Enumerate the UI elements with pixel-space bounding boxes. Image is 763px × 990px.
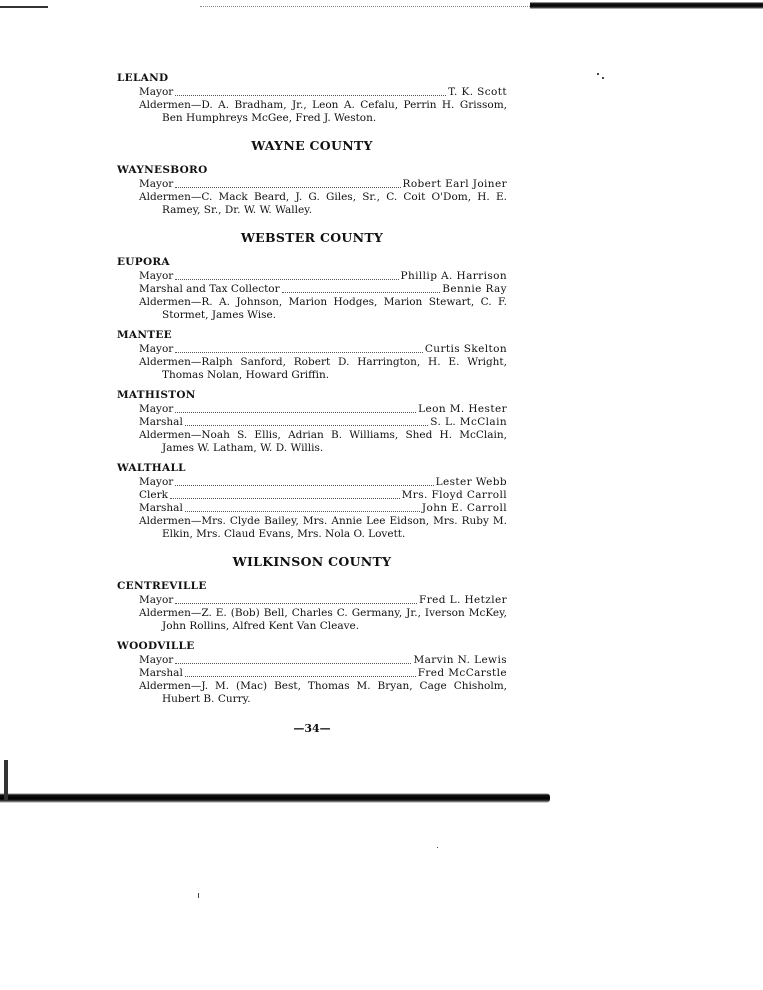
dot-leader bbox=[185, 676, 416, 677]
town-name: WALTHALL bbox=[117, 462, 186, 474]
dot-leader bbox=[175, 352, 423, 353]
scan-speck bbox=[602, 77, 604, 79]
officer-title: Mayor bbox=[139, 270, 174, 282]
aldermen-list: Aldermen—J. M. (Mac) Best, Thomas M. Bryan, Cage Chisholm, Hubert B. Curry. bbox=[139, 680, 507, 705]
dot-leader bbox=[175, 412, 416, 413]
officer-row bbox=[139, 594, 507, 607]
scan-speck bbox=[437, 847, 438, 848]
county-heading: WEBSTER COUNTY bbox=[240, 230, 384, 245]
town-name: MATHISTON bbox=[117, 389, 196, 401]
aldermen-list: Aldermen—Ralph Sanford, Robert D. Harrington, H. E. Wright, Thomas Nolan, Howard Griffin. bbox=[139, 356, 507, 381]
officer-row bbox=[139, 86, 507, 99]
officer-name: Curtis Skelton bbox=[424, 343, 507, 355]
aldermen-list: Aldermen—D. A. Bradham, Jr., Leon A. Cefalu, Perrin H. Grissom, Ben Humphreys McGee, Fred J. Weston. bbox=[139, 99, 507, 124]
officer-title: Mayor bbox=[139, 654, 174, 666]
officer-name: Robert Earl Joiner bbox=[402, 178, 507, 190]
scan-edge-top-dotted bbox=[200, 6, 540, 8]
officer-title: Clerk bbox=[139, 489, 168, 501]
officer-title: Mayor bbox=[139, 343, 174, 355]
scan-edge-top-right bbox=[530, 0, 763, 9]
dot-leader bbox=[282, 292, 441, 293]
officer-name: Bennie Ray bbox=[442, 283, 507, 295]
county-heading: WILKINSON COUNTY bbox=[232, 554, 392, 569]
officer-name: S. L. McClain bbox=[430, 416, 507, 428]
page-number: —34— bbox=[293, 722, 331, 735]
dot-leader bbox=[185, 425, 428, 426]
officer-row bbox=[139, 489, 507, 502]
officer-name: Fred McCarstle bbox=[417, 667, 507, 679]
officer-title: Marshal and Tax Collector bbox=[139, 283, 280, 295]
dot-leader bbox=[175, 187, 400, 188]
dot-leader bbox=[175, 603, 417, 604]
scan-speck bbox=[597, 73, 599, 75]
officer-row bbox=[139, 270, 507, 283]
town-name: CENTREVILLE bbox=[117, 580, 207, 592]
scan-edge-top-left bbox=[0, 6, 48, 8]
dot-leader bbox=[175, 279, 398, 280]
officer-row bbox=[139, 502, 507, 515]
town-name: WAYNESBORO bbox=[117, 164, 208, 176]
aldermen-list: Aldermen—Mrs. Clyde Bailey, Mrs. Annie Lee Eidson, Mrs. Ruby M. Elkin, Mrs. Claud Evans, Mrs. Nola O. Lovett. bbox=[139, 515, 507, 540]
dot-leader bbox=[175, 95, 446, 96]
officer-title: Mayor bbox=[139, 476, 174, 488]
officer-name: Lester Webb bbox=[435, 476, 507, 488]
town-name: WOODVILLE bbox=[117, 640, 195, 652]
town-name: EUPORA bbox=[117, 256, 170, 268]
officer-title: Marshal bbox=[139, 416, 183, 428]
officer-row bbox=[139, 343, 507, 356]
officer-title: Mayor bbox=[139, 403, 174, 415]
dot-leader bbox=[185, 511, 420, 512]
aldermen-list: Aldermen—Z. E. (Bob) Bell, Charles C. Germany, Jr., Iverson McKey, John Rollins, Alfred Kent Van Cleave. bbox=[139, 607, 507, 632]
dot-leader bbox=[175, 663, 411, 664]
officer-row bbox=[139, 403, 507, 416]
officer-title: Mayor bbox=[139, 86, 174, 98]
officer-row bbox=[139, 476, 507, 489]
officer-name: Leon M. Hester bbox=[418, 403, 507, 415]
town-name: LELAND bbox=[117, 72, 169, 84]
officer-row bbox=[139, 667, 507, 680]
officer-name: Mrs. Floyd Carroll bbox=[401, 489, 507, 501]
officer-name: T. K. Scott bbox=[448, 86, 507, 98]
scan-edge-bottom-left bbox=[4, 760, 8, 800]
officer-title: Marshal bbox=[139, 502, 183, 514]
aldermen-list: Aldermen—C. Mack Beard, J. G. Giles, Sr., C. Coit O'Dom, H. E. Ramey, Sr., Dr. W. W. Walley. bbox=[139, 191, 507, 216]
officer-name: Fred L. Hetzler bbox=[419, 594, 507, 606]
officer-row bbox=[139, 654, 507, 667]
officer-name: Marvin N. Lewis bbox=[413, 654, 507, 666]
officer-row bbox=[139, 283, 507, 296]
officer-name: Phillip A. Harrison bbox=[400, 270, 507, 282]
officer-title: Mayor bbox=[139, 178, 174, 190]
aldermen-list: Aldermen—R. A. Johnson, Marion Hodges, Marion Stewart, C. F. Stormet, James Wise. bbox=[139, 296, 507, 321]
scan-edge-bottom bbox=[0, 793, 550, 803]
directory-page bbox=[117, 72, 507, 735]
officer-title: Mayor bbox=[139, 594, 174, 606]
dot-leader bbox=[170, 498, 400, 499]
officer-title: Marshal bbox=[139, 667, 183, 679]
county-heading: WAYNE COUNTY bbox=[251, 138, 373, 153]
dot-leader bbox=[175, 485, 433, 486]
town-name: MANTEE bbox=[117, 329, 172, 341]
officer-row bbox=[139, 178, 507, 191]
officer-name: John E. Carroll bbox=[421, 502, 507, 514]
officer-row bbox=[139, 416, 507, 429]
aldermen-list: Aldermen—Noah S. Ellis, Adrian B. Williams, Shed H. McClain, James W. Latham, W. D. Willis. bbox=[139, 429, 507, 454]
scan-speck bbox=[198, 893, 199, 898]
